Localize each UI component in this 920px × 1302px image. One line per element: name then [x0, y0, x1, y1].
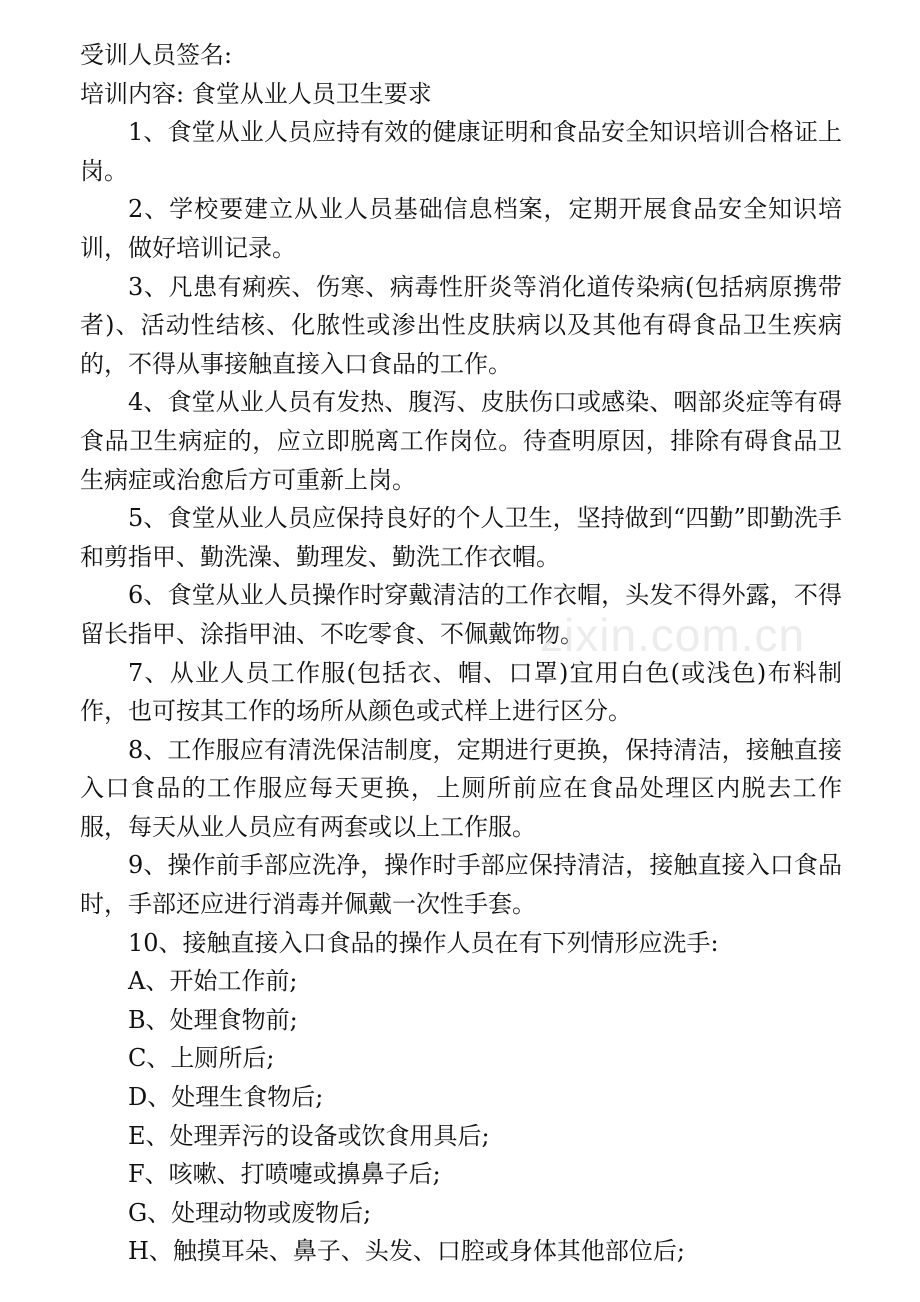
hand-wash-case-b: B、处理食物前;: [128, 1005, 298, 1034]
rule-item-8: 8、工作服应有清洗保洁制度，定期进行更换，保持清洁，接触直接入口食品的工作服应每天更换，上厕所前应在食品处理区内脱去工作服，每天从业人员应有两套或以上工作服。: [80, 735, 842, 841]
hand-wash-case-f: F、咳嗽、打喷嚏或擤鼻子后;: [128, 1160, 441, 1189]
rule-item-3: 3、凡患有痢疾、伤寒、病毒性肝炎等消化道传染病(包括病原携带者)、活动性结核、化脓性或渗出性皮肤病以及其他有碍食品卫生疾病的，不得从事接触直接入口食品的工作。: [80, 272, 842, 378]
rule-item-5: 5、食堂从业人员应保持良好的个人卫生，坚持做到“四勤”即勤洗手和剪指甲、勤洗澡、勤理发、勤洗工作衣帽。: [80, 504, 842, 571]
hand-wash-case-h: H、触摸耳朵、鼻子、头发、口腔或身体其他部位后;: [128, 1237, 686, 1266]
hand-wash-case-d: D、处理生食物后;: [128, 1083, 324, 1112]
rule-item-1: 1、食堂从业人员应持有效的健康证明和食品安全知识培训合格证上岗。: [80, 118, 842, 185]
rule-item-7: 7、从业人员工作服(包括衣、帽、口罩)宜用白色(或浅色)布料制作，也可按其工作的场所从颜色或式样上进行区分。: [80, 658, 842, 726]
rule-item-2: 2、学校要建立从业人员基础信息档案，定期开展食品安全知识培训，做好培训记录。: [80, 195, 842, 262]
watermark: zixin.com.cn: [540, 609, 806, 661]
hand-wash-case-c: C、上厕所后;: [128, 1044, 275, 1073]
signature-label: 受训人员签名:: [80, 41, 233, 69]
hand-wash-case-g: G、处理动物或废物后;: [128, 1198, 372, 1227]
rule-item-10: 10、接触直接入口食品的操作人员在有下列情形应洗手:: [128, 928, 719, 957]
training-content-title: 培训内容: 食堂从业人员卫生要求: [80, 79, 432, 108]
hand-wash-case-a: A、开始工作前;: [128, 967, 298, 996]
rule-item-4: 4、食堂从业人员有发热、腹泻、皮肤伤口或感染、咽部炎症等有碍食品卫生病症的，应立即脱离工作岗位。待查明原因，排除有碍食品卫生病症或治愈后方可重新上岗。: [80, 388, 842, 494]
document-page: [80, 36, 842, 1271]
rule-item-6: 6、食堂从业人员操作时穿戴清洁的工作衣帽，头发不得外露，不得留长指甲、涂指甲油、不吃零食、不佩戴饰物。: [80, 581, 842, 648]
rule-item-9: 9、操作前手部应洗净，操作时手部应保持清洁，接触直接入口食品时，手部还应进行消毒并佩戴一次性手套。: [80, 851, 842, 919]
hand-wash-case-e: E、处理弄污的设备或饮食用具后;: [128, 1121, 490, 1150]
